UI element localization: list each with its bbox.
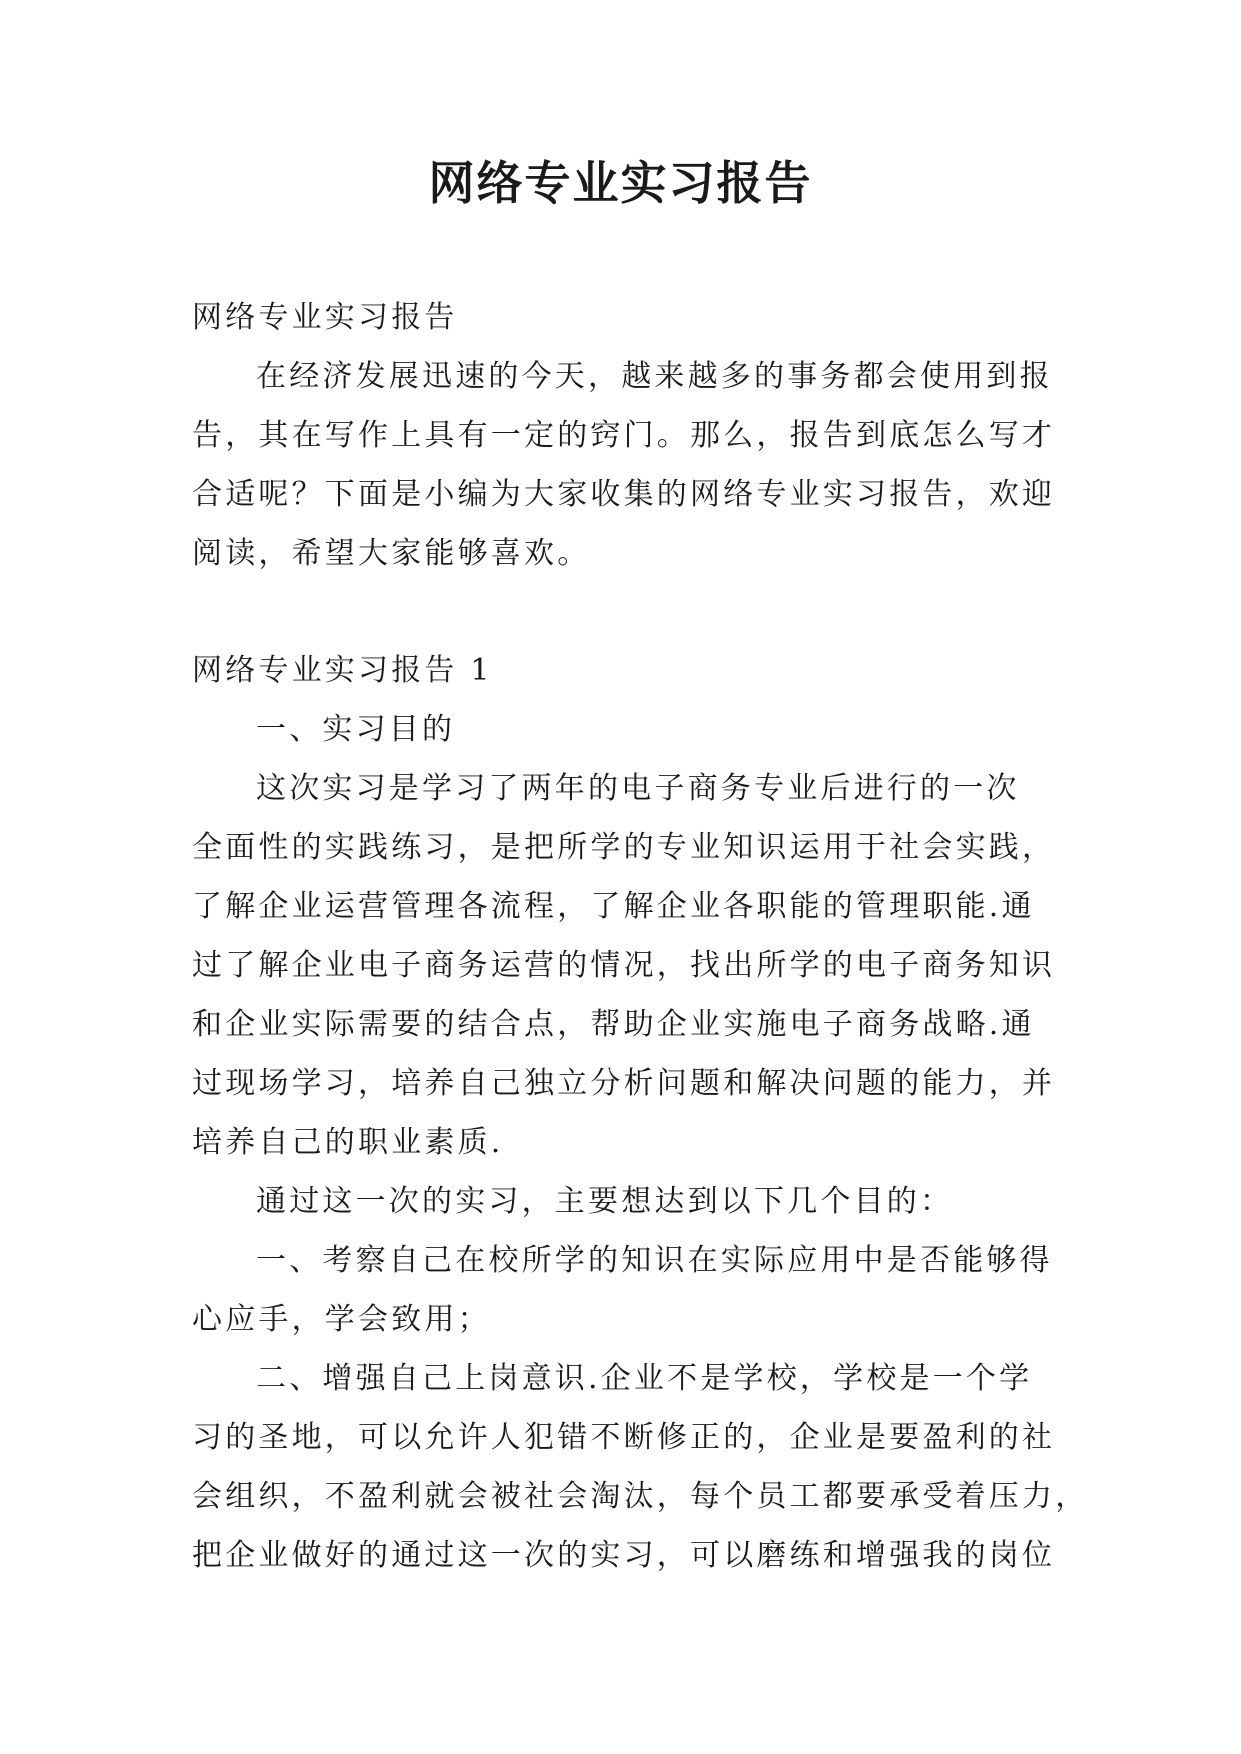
document-title: 网络专业实习报告: [428, 156, 813, 210]
section-heading: [192, 641, 1058, 700]
body-paragraph: [192, 1172, 1058, 1231]
paragraph-line: 会组织，不盈利就会被社会淘汰，每个员工都要承受着压力，: [192, 1479, 1089, 1514]
paragraph-line: 习的圣地，可以允许人犯错不断修正的，企业是要盈利的社: [192, 1420, 1056, 1455]
paragraph-line: 和企业实际需要的结合点，帮助企业实施电子商务战略.通: [192, 1007, 1035, 1042]
paragraph-line: 网络专业实习报告: [192, 300, 458, 335]
body-paragraph: [192, 1231, 1058, 1349]
paragraph-line: 心应手，学会致用；: [192, 1302, 491, 1337]
paragraph-line: 网络专业实习报告 1: [192, 653, 493, 688]
document-body: [192, 288, 1089, 1585]
paragraph-line: 了解企业运营管理各流程，了解企业各职能的管理职能.通: [192, 889, 1035, 924]
paragraph-line: 在经济发展迅速的今天，越来越多的事务都会使用到报: [256, 359, 1053, 394]
paragraph-line: 过了解企业电子商务运营的情况，找出所学的电子商务知识: [192, 948, 1056, 983]
paragraph-line: 把企业做好的通过这一次的实习，可以磨练和增强我的岗位: [192, 1538, 1056, 1573]
intro-paragraph: [192, 347, 1058, 583]
paragraph-line: 培养自己的职业素质.: [192, 1125, 504, 1160]
paragraph-line: 告，其在写作上具有一定的窍门。那么，报告到底怎么写才: [192, 418, 1056, 453]
paragraph-line: 这次实习是学习了两年的电子商务专业后进行的一次: [256, 771, 1020, 806]
body-paragraph: [192, 759, 1058, 1172]
body-paragraph: [192, 1349, 1089, 1585]
paragraph-line: 一、实习目的: [256, 712, 456, 747]
paragraph-line: 阅读，希望大家能够喜欢。: [192, 536, 591, 571]
subtitle-paragraph: [192, 288, 1058, 347]
paragraph-line: 过现场学习，培养自己独立分析问题和解决问题的能力，并: [192, 1066, 1056, 1101]
paragraph-line: 二、增强自己上岗意识.企业不是学校，学校是一个学: [256, 1361, 1033, 1396]
paragraph-line: 通过这一次的实习，主要想达到以下几个目的：: [256, 1184, 954, 1219]
subsection-heading: [192, 700, 1058, 759]
paragraph-line: 合适呢？下面是小编为大家收集的网络专业实习报告，欢迎: [192, 477, 1056, 512]
paragraph-line: 一、考察自己在校所学的知识在实际应用中是否能够得: [256, 1243, 1053, 1278]
paragraph-gap: [192, 583, 1058, 641]
paragraph-line: 全面性的实践练习，是把所学的专业知识运用于社会实践，: [192, 830, 1056, 865]
